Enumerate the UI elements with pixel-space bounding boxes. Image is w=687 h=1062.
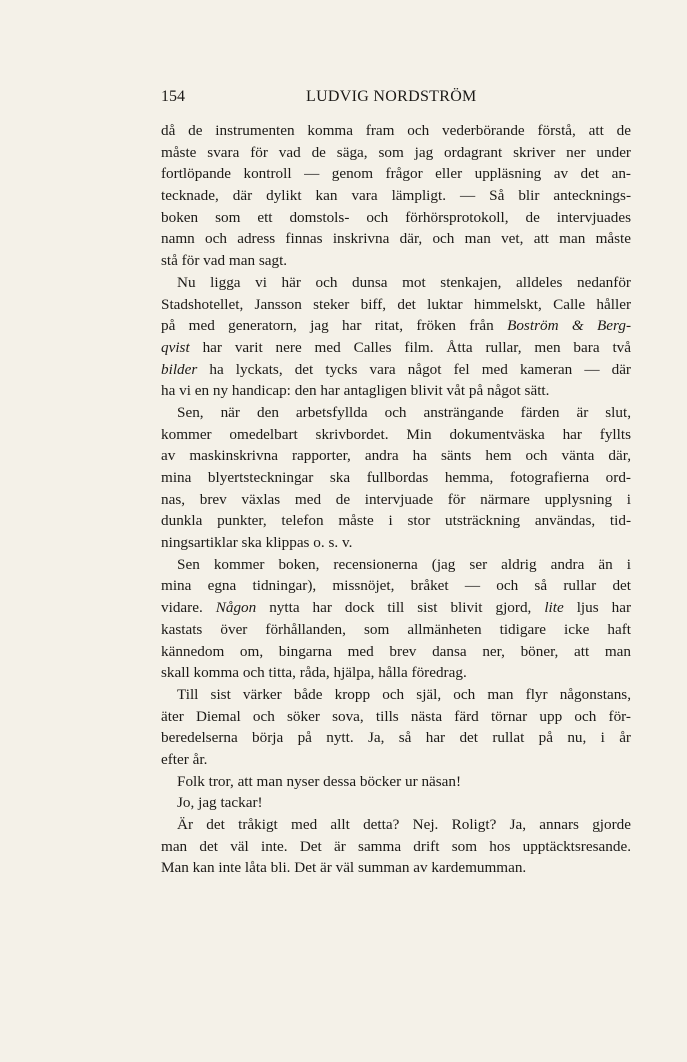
text-line	[161, 359, 631, 381]
text-line	[161, 641, 631, 663]
text-line	[161, 619, 631, 641]
text-segment: Man kan inte låta bli. Det är väl summan av kardemumman.	[161, 859, 527, 877]
text-line	[161, 250, 631, 272]
italic-text: qvist	[161, 338, 190, 356]
text-segment: kommer omedelbart skrivbordet. Min dokumentväska har fyllts	[161, 425, 631, 443]
text-line	[161, 380, 631, 402]
italic-text: bilder	[161, 360, 198, 378]
text-segment: vidare.	[161, 599, 216, 617]
text-line	[161, 727, 631, 749]
body-text	[161, 120, 631, 879]
text-line	[161, 337, 631, 359]
text-segment: mina egna tidningar), missnöjet, bråket — och så rullar det	[161, 577, 631, 595]
text-segment: mina blyertsteckningar ska fullbordas hemma, fotografierna ord-	[161, 469, 631, 486]
text-line	[161, 424, 631, 446]
text-line	[161, 532, 631, 554]
text-segment: Sen, när den arbetsfyllda och ansträngande färden är slut,	[177, 403, 631, 421]
text-segment: efter år.	[161, 750, 208, 768]
text-line	[161, 597, 631, 619]
text-segment: Folk tror, att man nyser dessa böcker ur näsan!	[177, 772, 462, 790]
text-line	[161, 294, 631, 316]
running-head: LUDVIG NORDSTRÖM	[306, 88, 477, 105]
text-line	[161, 272, 631, 294]
text-line	[161, 684, 631, 706]
text-segment: Jo, jag tackar!	[177, 794, 263, 812]
text-line	[161, 467, 631, 489]
page-number: 154	[161, 88, 185, 105]
text-line	[161, 836, 631, 858]
text-line	[161, 315, 631, 337]
text-segment: ha vi en ny handicap: den har antagligen blivit våt på något sätt.	[161, 382, 550, 400]
italic-text: Boström & Berg-	[507, 317, 632, 335]
text-segment: på med generatorn, jag har ritat, fröken från	[161, 317, 508, 335]
text-segment: nas, brev växlas med de intervjuade för närmare upplysning i	[161, 490, 631, 508]
text-line	[161, 163, 631, 185]
text-line	[161, 120, 631, 142]
text-line	[161, 207, 631, 229]
text-segment: har varit nere med Calles film. Åtta rullar, men bara två	[189, 338, 631, 356]
text-segment: nytta har dock till sist blivit gjord,	[256, 599, 545, 617]
text-line	[161, 445, 631, 467]
text-line	[161, 814, 631, 836]
text-line	[161, 142, 631, 164]
text-line	[161, 662, 631, 684]
text-line	[161, 749, 631, 771]
text-line	[161, 792, 631, 814]
text-segment: ha lyckats, det tycks vara något fel med kameran — där	[197, 360, 631, 378]
text-segment: tecknade, där dylikt kan vara lämpligt. — Så blir antecknings-	[161, 187, 631, 205]
text-line	[161, 771, 631, 793]
text-line	[161, 402, 631, 424]
text-segment: dunkla punkter, telefon måste i stor utsträckning användas, tid-	[161, 512, 631, 530]
text-segment: kastats över förhållanden, som allmänheten tidigare icke haft	[161, 620, 631, 638]
text-line	[161, 228, 631, 250]
text-segment: man det väl inte. Det är samma drift som hos upptäcktsresande.	[161, 837, 631, 855]
text-segment: skall komma och titta, råda, hjälpa, hålla föredrag.	[161, 664, 467, 682]
text-segment: fortlöpande kontroll — genom frågor eller uppläsning av det an-	[161, 165, 631, 183]
page-header	[161, 88, 631, 110]
text-segment: Till sist värker både kropp och själ, och man flyr någonstans,	[177, 685, 631, 703]
italic-text: Någon	[215, 599, 257, 617]
text-segment: av maskinskrivna rapporter, andra ha sänts hem och vänta där,	[161, 447, 631, 465]
text-segment: då de instrumenten komma fram och vederbörande förstå, att de	[161, 122, 631, 139]
text-segment: ningsartiklar ska klippas o. s. v.	[161, 534, 353, 552]
text-line	[161, 510, 631, 532]
text-segment: beredelserna börja på nytt. Ja, så har det rullat på nu, i år	[161, 729, 631, 747]
text-segment: ljus har	[563, 599, 632, 617]
text-segment: äter Diemal och söker sova, tills nästa färd törnar upp och för-	[161, 707, 631, 725]
text-line	[161, 185, 631, 207]
text-line	[161, 554, 631, 576]
text-line	[161, 706, 631, 728]
text-segment: Stadshotellet, Jansson steker biff, det luktar himmelskt, Calle håller	[161, 295, 631, 313]
text-line	[161, 857, 631, 879]
text-segment: Sen kommer boken, recensionerna (jag ser aldrig andra än i	[177, 555, 631, 573]
text-segment: Nu ligga vi här och dunsa mot stenkajen, alldeles nedanför	[177, 273, 631, 291]
text-segment: kännedom om, bingarna med brev dansa ner, böner, att man	[161, 642, 631, 660]
text-line	[161, 575, 631, 597]
text-segment: boken som ett domstols- och förhörsprotokoll, de intervjuades	[161, 208, 631, 226]
text-segment: Är det tråkigt med allt detta? Nej. Roligt? Ja, annars gjorde	[177, 816, 631, 833]
text-segment: stå för vad man sagt.	[161, 252, 288, 270]
italic-text: lite	[544, 599, 564, 617]
text-line	[161, 489, 631, 511]
text-segment: måste svara för vad de säga, som jag ordagrant skriver ner under	[161, 143, 631, 161]
text-segment: namn och adress finnas inskrivna där, och man vet, att man måste	[161, 230, 631, 248]
